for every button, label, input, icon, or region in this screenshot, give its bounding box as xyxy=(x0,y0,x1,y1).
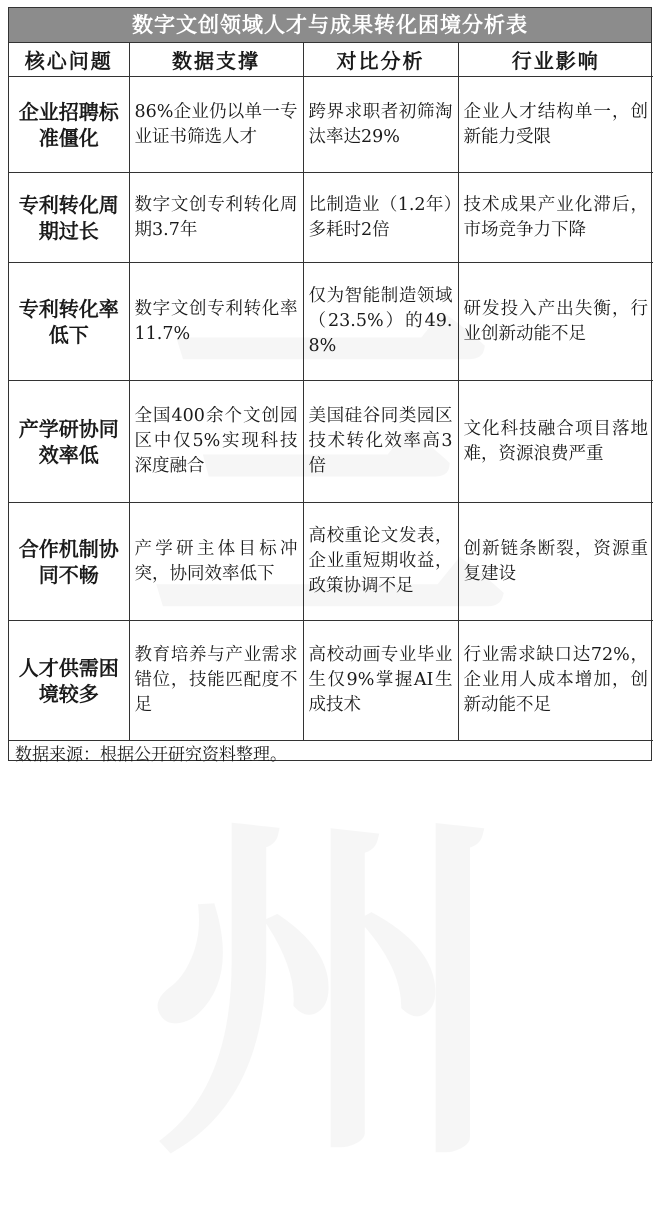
header-compare: 对比分析 xyxy=(303,43,458,77)
compare-cell: 跨界求职者初筛淘汰率达29% xyxy=(303,77,458,173)
impact-cell: 企业人才结构单一，创新能力受限 xyxy=(458,77,653,173)
data-cell: 全国400余个文创园区中仅5%实现科技深度融合 xyxy=(129,381,303,503)
issue-cell: 专利转化周期过长 xyxy=(9,173,129,263)
issue-cell: 产学研协同效率低 xyxy=(9,381,129,503)
data-cell: 数字文创专利转化周期3.7年 xyxy=(129,173,303,263)
data-cell: 数字文创专利转化率11.7% xyxy=(129,263,303,381)
issue-cell: 合作机制协同不畅 xyxy=(9,503,129,621)
data-cell: 产学研主体目标冲突，协同效率低下 xyxy=(129,503,303,621)
analysis-table-container xyxy=(8,7,652,765)
compare-cell: 美国硅谷同类园区技术转化效率高3倍 xyxy=(303,381,458,503)
header-issue: 核心问题 xyxy=(9,43,129,77)
header-impact: 行业影响 xyxy=(458,43,653,77)
compare-cell: 高校动画专业毕业生仅9%掌握AI生成技术 xyxy=(303,621,458,741)
data-cell: 86%企业仍以单一专业证书筛选人才 xyxy=(129,77,303,173)
table-row xyxy=(9,621,653,741)
impact-cell: 行业需求缺口达72%，企业用人成本增加，创新动能不足 xyxy=(458,621,653,741)
data-source-note: 数据来源：根据公开研究资料整理。 xyxy=(15,745,287,765)
header-data: 数据支撑 xyxy=(129,43,303,77)
table-row xyxy=(9,263,653,381)
impact-cell: 研发投入产出失衡，行业创新动能不足 xyxy=(458,263,653,381)
table-row xyxy=(9,503,653,621)
impact-cell: 技术成果产业化滞后，市场竞争力下降 xyxy=(458,173,653,263)
table-title: 数字文创领域人才与成果转化困境分析表 xyxy=(9,8,651,43)
impact-cell: 文化科技融合项目落地难，资源浪费严重 xyxy=(458,381,653,503)
table-row xyxy=(9,173,653,263)
data-cell: 教育培养与产业需求错位，技能匹配度不足 xyxy=(129,621,303,741)
compare-cell: 仅为智能制造领域（23.5%）的49.8% xyxy=(303,263,458,381)
analysis-table xyxy=(9,43,653,741)
impact-cell: 创新链条断裂，资源重复建设 xyxy=(458,503,653,621)
compare-cell: 比制造业（1.2年）多耗时2倍 xyxy=(303,173,458,263)
issue-cell: 企业招聘标准僵化 xyxy=(9,77,129,173)
table-row xyxy=(9,381,653,503)
compare-cell: 高校重论文发表，企业重短期收益，政策协调不足 xyxy=(303,503,458,621)
table-row xyxy=(9,77,653,173)
issue-cell: 专利转化率低下 xyxy=(9,263,129,381)
header-row xyxy=(9,43,653,77)
issue-cell: 人才供需困境较多 xyxy=(9,621,129,741)
